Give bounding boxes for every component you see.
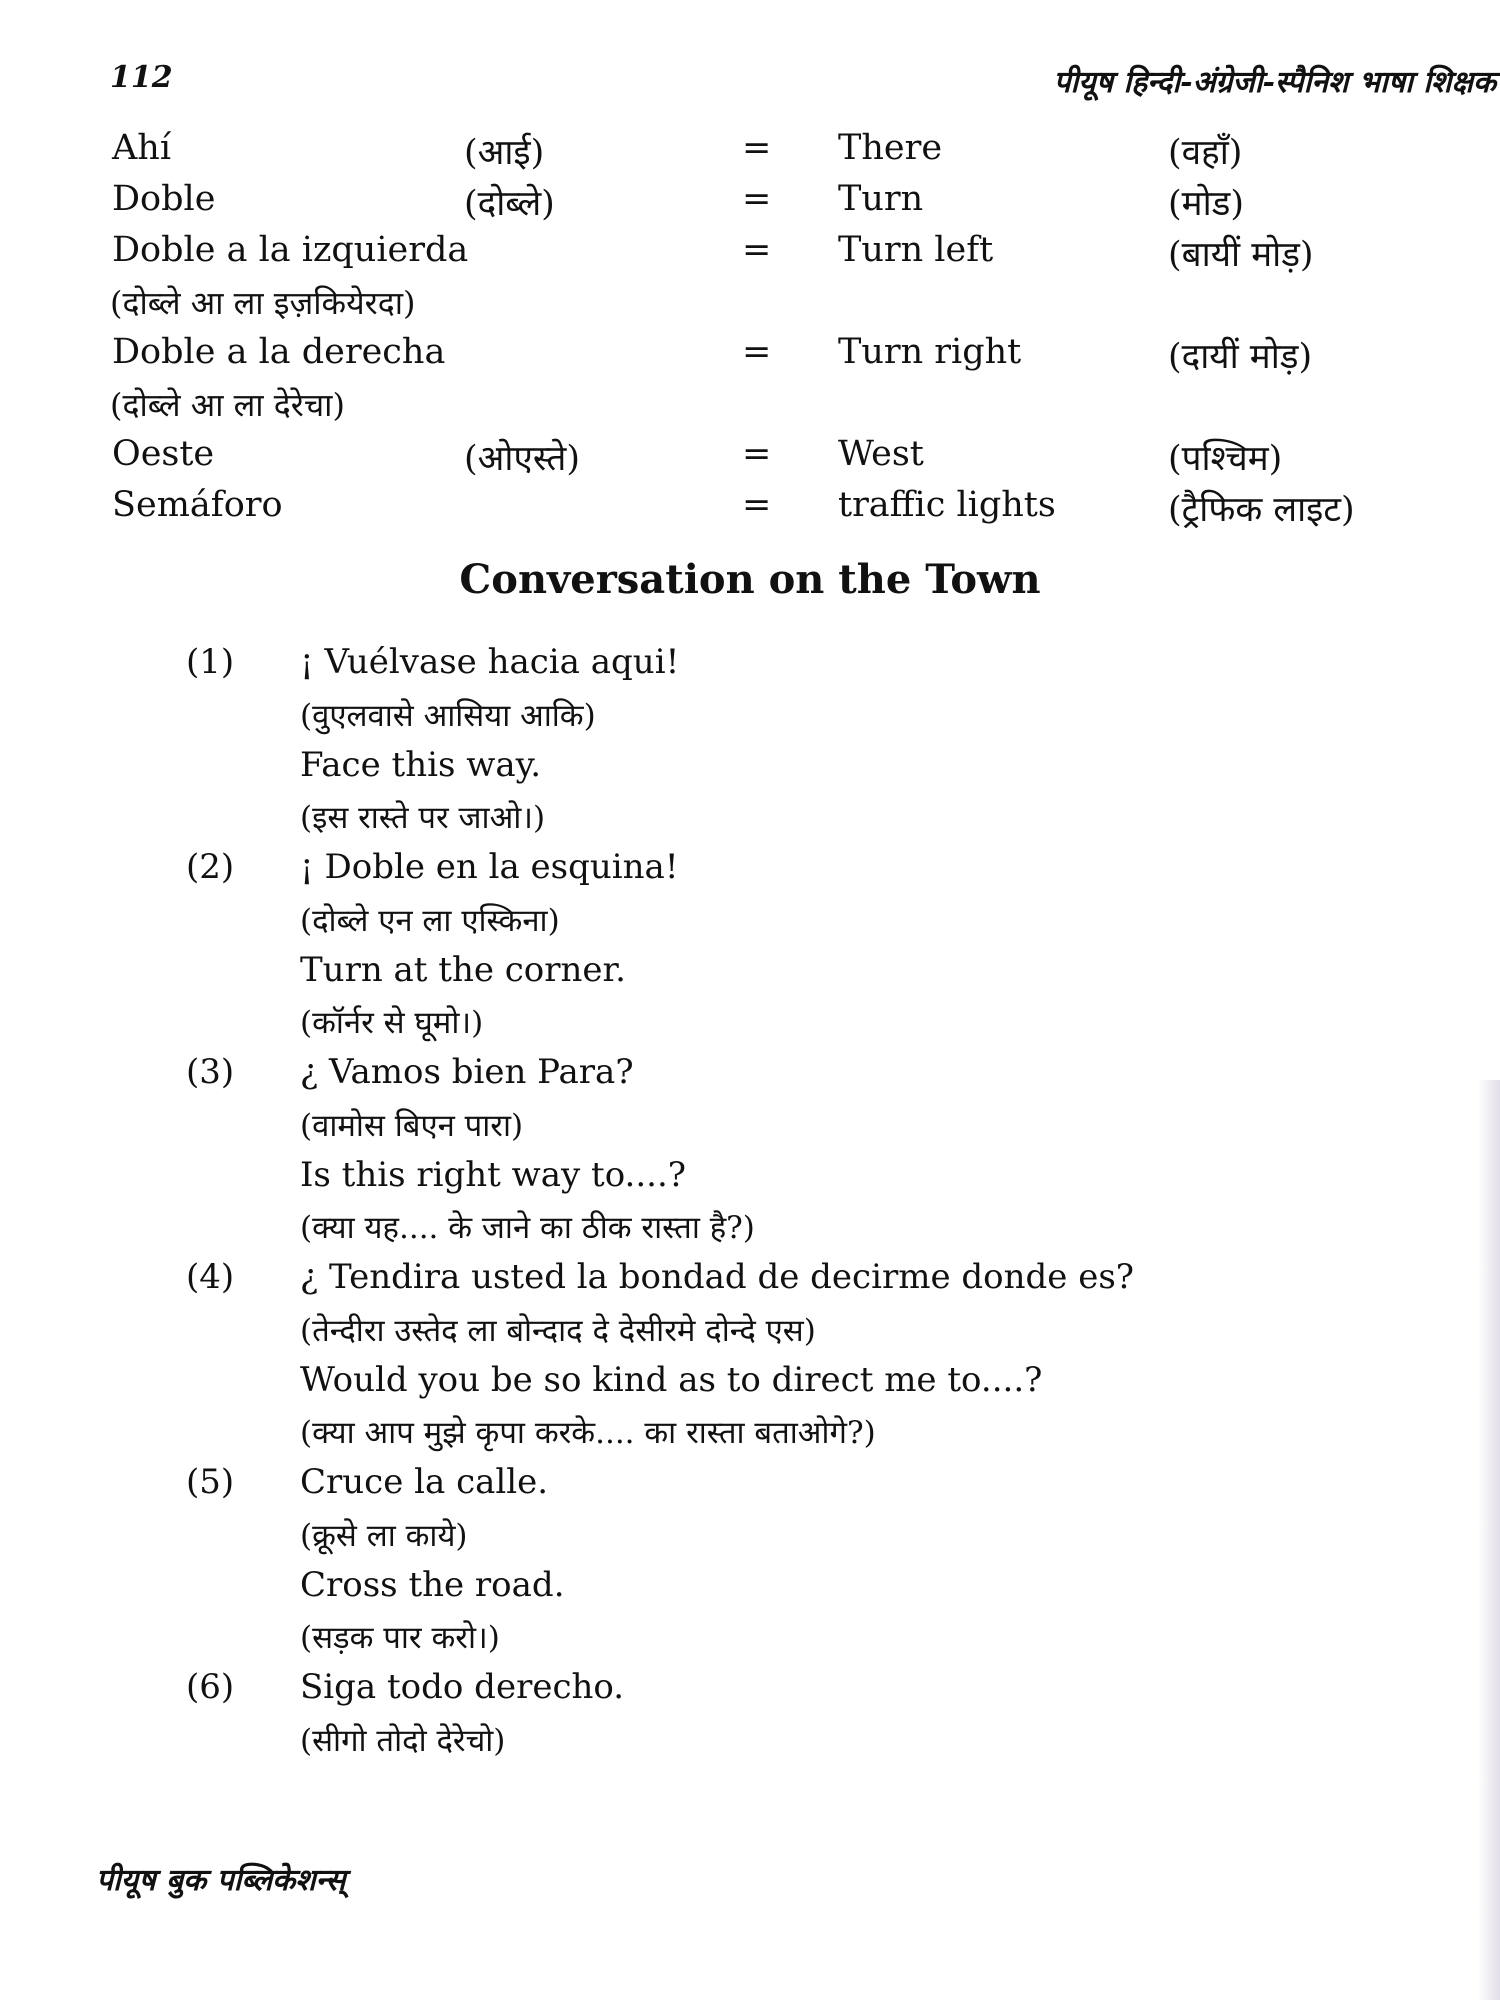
vocab-english: Turn bbox=[838, 179, 924, 219]
pronunciation: (वुएलवासे आसिया आकि) bbox=[300, 698, 596, 734]
vocab-equals: = bbox=[742, 485, 772, 525]
spanish-phrase: Cruce la calle. bbox=[300, 1462, 549, 1502]
english-translation: Face this way. bbox=[300, 745, 542, 785]
section-title: Conversation on the Town bbox=[459, 556, 1041, 603]
item-number: (4) bbox=[186, 1257, 235, 1297]
pronunciation: (तेन्दीरा उस्तेद ला बोन्दाद दे देसीरमे दोन्दे एस) bbox=[300, 1313, 816, 1349]
vocab-equals: = bbox=[742, 179, 772, 219]
pronunciation: (दोब्ले एन ला एस्किना) bbox=[300, 903, 560, 939]
vocab-hindi: (पश्चिम) bbox=[1168, 439, 1283, 479]
item-number: (6) bbox=[186, 1667, 235, 1707]
vocab-row bbox=[0, 128, 1500, 174]
vocab-pronunciation: (दोब्ले आ ला इज़कियेरदा) bbox=[110, 284, 416, 322]
publisher-footer: पीयूष बुक पब्लिकेशन्स् bbox=[96, 1863, 346, 1898]
pronunciation: (वामोस बिएन पारा) bbox=[300, 1108, 524, 1144]
english-translation: Would you be so kind as to direct me to....? bbox=[300, 1360, 1043, 1400]
vocab-pronunciation: (ओएस्ते) bbox=[464, 439, 581, 479]
vocab-hindi: (मोड) bbox=[1168, 184, 1245, 224]
vocab-equals: = bbox=[742, 434, 772, 474]
item-number: (1) bbox=[186, 642, 235, 682]
vocab-pronunciation: (दोब्ले आ ला देरेचा) bbox=[110, 386, 345, 424]
vocab-english: traffic lights bbox=[838, 485, 1056, 525]
vocab-spanish: Oeste bbox=[112, 434, 215, 474]
vocab-pronunciation: (दोब्ले) bbox=[464, 184, 555, 224]
vocab-spanish: Ahí bbox=[112, 128, 172, 168]
hindi-translation: (इस रास्ते पर जाओ।) bbox=[300, 800, 546, 836]
vocab-english: Turn left bbox=[838, 230, 994, 270]
pronunciation: (क्रूसे ला काये) bbox=[300, 1518, 468, 1554]
vocab-row bbox=[0, 179, 1500, 225]
hindi-translation: (क्या यह.... के जाने का ठीक रास्ता है?) bbox=[300, 1210, 755, 1246]
item-number: (5) bbox=[186, 1462, 235, 1502]
english-translation: Is this right way to....? bbox=[300, 1155, 687, 1195]
spanish-phrase: ¡ Vuélvase hacia aqui! bbox=[300, 642, 680, 682]
vocab-spanish: Semáforo bbox=[112, 485, 283, 525]
vocab-row bbox=[0, 332, 1500, 378]
english-translation: Cross the road. bbox=[300, 1565, 565, 1605]
spanish-phrase: Siga todo derecho. bbox=[300, 1667, 625, 1707]
item-number: (3) bbox=[186, 1052, 235, 1092]
vocab-english: Turn right bbox=[838, 332, 1022, 372]
hindi-translation: (कॉर्नर से घूमो।) bbox=[300, 1005, 484, 1041]
vocab-row bbox=[0, 434, 1500, 480]
vocab-pronunciation: (आई) bbox=[464, 133, 545, 173]
running-title: पीयूष हिन्दी-अंग्रेजी-स्पैनिश भाषा शिक्षक bbox=[1053, 65, 1496, 100]
vocab-hindi: (बायीं मोड़) bbox=[1168, 235, 1314, 275]
page-number: 112 bbox=[110, 60, 173, 95]
spanish-phrase: ¿ Tendira usted la bondad de decirme donde es? bbox=[300, 1257, 1134, 1297]
spanish-phrase: ¿ Vamos bien Para? bbox=[300, 1052, 634, 1092]
vocab-hindi: (वहाँ) bbox=[1168, 133, 1243, 173]
vocab-spanish: Doble bbox=[112, 179, 216, 219]
page-edge-shadow bbox=[1478, 1080, 1500, 2000]
vocab-row bbox=[0, 230, 1500, 276]
hindi-translation: (सड़क पार करो।) bbox=[300, 1620, 500, 1656]
vocab-equals: = bbox=[742, 332, 772, 372]
vocab-hindi: (दायीं मोड़) bbox=[1168, 337, 1313, 377]
vocab-spanish: Doble a la izquierda bbox=[112, 230, 469, 270]
english-translation: Turn at the corner. bbox=[300, 950, 626, 990]
vocab-spanish: Doble a la derecha bbox=[112, 332, 446, 372]
vocab-row bbox=[0, 485, 1500, 531]
hindi-translation: (क्या आप मुझे कृपा करके.... का रास्ता बताओगे?) bbox=[300, 1415, 876, 1451]
spanish-phrase: ¡ Doble en la esquina! bbox=[300, 847, 679, 887]
vocab-english: West bbox=[838, 434, 924, 474]
item-number: (2) bbox=[186, 847, 235, 887]
vocab-equals: = bbox=[742, 230, 772, 270]
vocab-hindi: (ट्रैफिक लाइट) bbox=[1168, 490, 1355, 530]
pronunciation: (सीगो तोदो देरेचो) bbox=[300, 1723, 506, 1759]
vocab-equals: = bbox=[742, 128, 772, 168]
vocab-english: There bbox=[838, 128, 943, 168]
